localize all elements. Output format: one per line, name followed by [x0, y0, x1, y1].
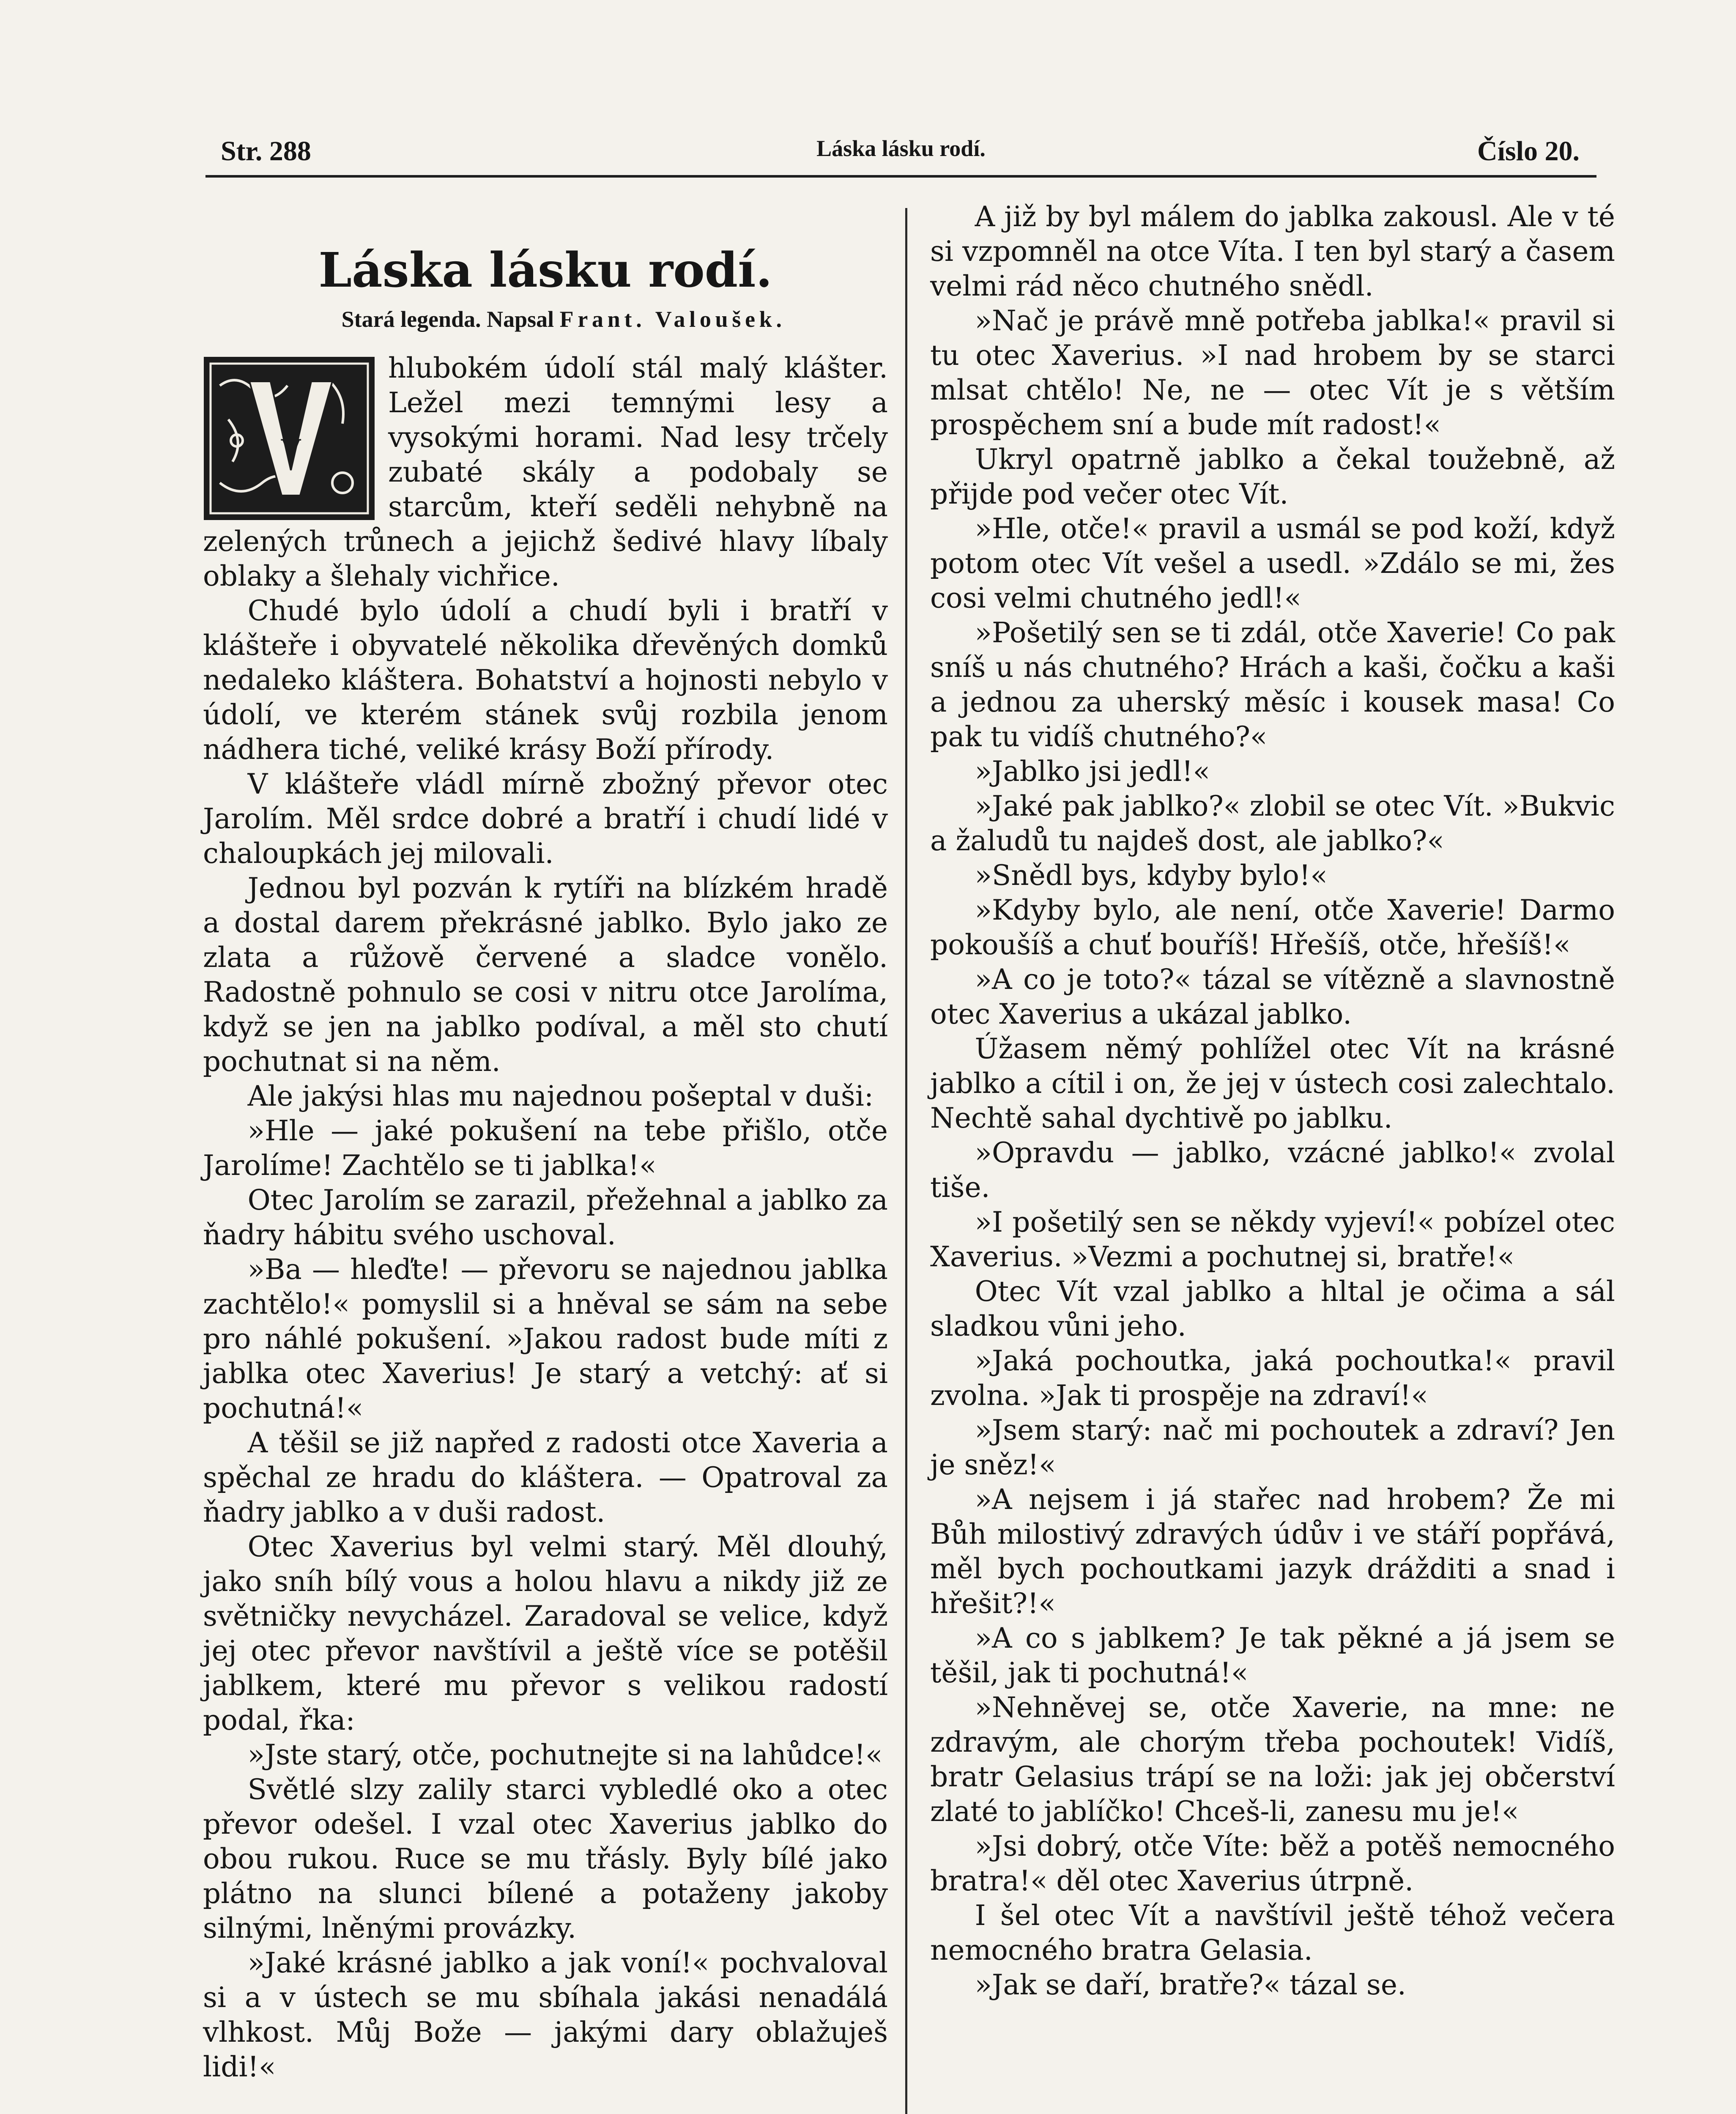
paragraph: »Jablko jsi jedl!« [975, 755, 1210, 788]
drop-cap-graphic [203, 356, 375, 521]
paragraph: »I pošetilý sen se někdy vyjeví!« pobízel otec Xaverius. »Vezmi a pochutnej si, bratře!« [930, 1206, 1615, 1273]
paragraph: A těšil se již napřed z radosti otce Xaveria a spěchal ze hradu do kláštera. — Opatroval za ňadry jablko a v duši radost. [203, 1427, 888, 1528]
paragraph: Úžasem němý pohlížel otec Vít na krásné jablko a cítil i on, že jej v ústech cosi zalechtalo. Nechtě sahal dychtivě po jablku. [930, 1032, 1615, 1134]
paragraph: »A co s jablkem? Je tak pěkné a já jsem se těšil, jak ti pochutná!« [930, 1622, 1615, 1689]
paragraph: »A co je toto?« tázal se vítězně a slavnostně otec Xaverius a ukázal jablko. [930, 963, 1615, 1030]
paragraph: Světlé slzy zalily starci vybledlé oko a otec převor odešel. I vzal otec Xaverius jablko do obou rukou. Ruce se mu třásly. Byly bílé jako plátno na slunci bílené a potaženy jakoby silnými, lněnými provázky. [203, 1773, 888, 1944]
paragraph: A již by byl málem do jablka zakousl. Ale v té si vzpomněl na otce Víta. I ten byl starý a časem velmi rád něco chutného snědl. [930, 200, 1615, 302]
page-number: Str. 288 [221, 136, 311, 167]
left-body [203, 351, 888, 2084]
paragraph: »Jak se daří, bratře?« tázal se. [975, 1969, 1406, 2001]
article-title: Láska lásku rodí. [318, 243, 772, 298]
paragraph: Ale jakýsi hlas mu najednou pošeptal v duši: [247, 1080, 874, 1112]
right-column [930, 200, 1615, 2002]
paragraph: V klášteře vládl mírně zbožný převor otec Jarolím. Měl srdce dobré a bratří i chudí lidé v chaloupkách jej milovali. [203, 768, 888, 870]
column-divider [905, 208, 907, 2114]
right-body [930, 200, 1615, 2002]
paragraph: »Ba — hleďte! — převoru se najednou jablka zachtělo!« pomyslil si a hněval se sám na sebe pro náhlé pokušení. »Jakou radost bude míti z jablka otec Xaverius! Je starý a vetchý: ať si pochutná!« [203, 1253, 888, 1424]
paragraph-text: hlubokém údolí stál malý klášter. Ležel mezi temnými lesy a vysokými horami. Nad lesy trčely zubaté skály a podobaly se starcům, kteří seděli nehybně na zelených trůnech a jejichž šedivé hlavy líbaly oblaky a šlehaly vichřice. [203, 352, 888, 592]
paragraph: »Pošetilý sen se ti zdál, otče Xaverie! Co pak sníš u nás chutného? Hrách a kaši, čočku a kaši a jednou za uherský měsíc i kousek masa! Co pak tu vidíš chutného?« [930, 616, 1615, 753]
paragraph: Otec Vít vzal jablko a hltal je očima a sál sladkou vůni jeho. [930, 1275, 1615, 1342]
paragraph: Otec Xaverius byl velmi starý. Měl dlouhý, jako sníh bílý vous a holou hlavu a nikdy již ze světničky nevycházel. Zaradoval se velice, když jej otec převor navštívil a ještě více se potěšil jablkem, které mu převor s velikou radostí podal, řka: [203, 1531, 888, 1736]
paragraph: »Jsem starý: nač mi pochoutek a zdraví? Jen je sněz!« [930, 1414, 1615, 1481]
paragraph: »Jaké krásné jablko a jak voní!« pochvaloval si a v ústech se mu sbíhala jakási nenadálá vlhkost. Můj Bože — jakými dary oblažuješ lidi!« [203, 1947, 888, 2083]
article-author: Frant. Valoušek. [559, 307, 786, 332]
paragraph: »Nehněvej se, otče Xaverie, na mne: ne zdravým, ale chorým třeba pochoutek! Vidíš, bratr Gelasius trápí se na loži: jak jej občerství zlaté to jablíčko! Chceš-li, zanesu mu je!« [930, 1691, 1615, 1828]
paragraph: I šel otec Vít a navštívil ještě téhož večera nemocného bratra Gelasia. [930, 1899, 1615, 1966]
issue-number: Číslo 20. [1477, 136, 1580, 167]
paragraph: »Hle — jaké pokušení na tebe přišlo, otče Jarolíme! Zachtělo se ti jablka!« [203, 1115, 888, 1182]
paragraph: »Nač je právě mně potřeba jablka!« pravil si tu otec Xaverius. »I nad hrobem by se starci mlsat chtělo! Ne, ne — otec Vít je s větším prospěchem sní a bude mít radost!« [930, 304, 1615, 441]
paragraph: »Hle, otče!« pravil a usmál se pod koží, když potom otec Vít vešel a usedl. »Zdálo se mi, žes cosi velmi chutného jedl!« [930, 512, 1615, 614]
paragraph: »Jste starý, otče, pochutnejte si na lahůdce!« [247, 1739, 883, 1771]
ornamental-initial-v-icon [203, 356, 375, 521]
paragraph: »Jsi dobrý, otče Víte: běž a potěš nemocného bratra!« děl otec Xaverius útrpně. [930, 1830, 1615, 1897]
paragraph: »A nejsem i já stařec nad hrobem? Že mi Bůh milostivý zdravých údův i ve stáří popřává, měl bych pochoutkami jazyk drážditi a snad i hřešit?!« [930, 1483, 1615, 1620]
drop-cap-letter: V [281, 434, 301, 464]
paragraph: Ukryl opatrně jablko a čekal toužebně, až přijde pod večer otec Vít. [930, 443, 1615, 510]
paragraph: Chudé bylo údolí a chudí byli i bratří v klášteře i obyvatelé několika dřevěných domků nedaleko kláštera. Bohatství a hojnosti nebylo v údolí, ve kterém stánek svůj rozbila jenom nádhera tiché, veliké krásy Boží přírody. [203, 594, 888, 766]
left-column [203, 194, 888, 2084]
header-rule [205, 175, 1596, 178]
paragraph: »Jaké pak jablko?« zlobil se otec Vít. »Bukvic a žaludů tu najdeš dost, ale jablko?« [930, 790, 1615, 857]
paragraph: Jednou byl pozván k rytíři na blízkém hradě a dostal darem překrásné jablko. Bylo jako ze zlata a růžově červené a sladce vonělo. Radostně pohnulo se cosi v nitru otce Jarolíma, když se jen na jablko podíval, a měl sto chutí pochutnat si na něm. [203, 872, 888, 1078]
article-subtitle [203, 302, 888, 336]
article-heading [203, 239, 888, 336]
paragraph: »Opravdu — jablko, vzácné jablko!« zvolal tiše. [930, 1136, 1615, 1204]
running-title: Láska lásku rodí. [816, 136, 986, 161]
paragraph: »Snědl bys, kdyby bylo!« [975, 859, 1328, 892]
paragraph: Otec Jarolím se zarazil, přežehnal a jablko za ňadry hábitu svého uschoval. [203, 1184, 888, 1251]
paragraph: »Kdyby bylo, ale není, otče Xaverie! Darmo pokoušíš a chuť bouříš! Hřešíš, otče, hřešíš!« [930, 894, 1615, 961]
subtitle-prefix: Stará legenda. Napsal [341, 307, 554, 332]
paragraph [203, 351, 888, 594]
page-header [205, 127, 1596, 173]
paragraph: »Jaká pochoutka, jaká pochoutka!« pravil zvolna. »Jak ti prospěje na zdraví!« [930, 1345, 1615, 1412]
